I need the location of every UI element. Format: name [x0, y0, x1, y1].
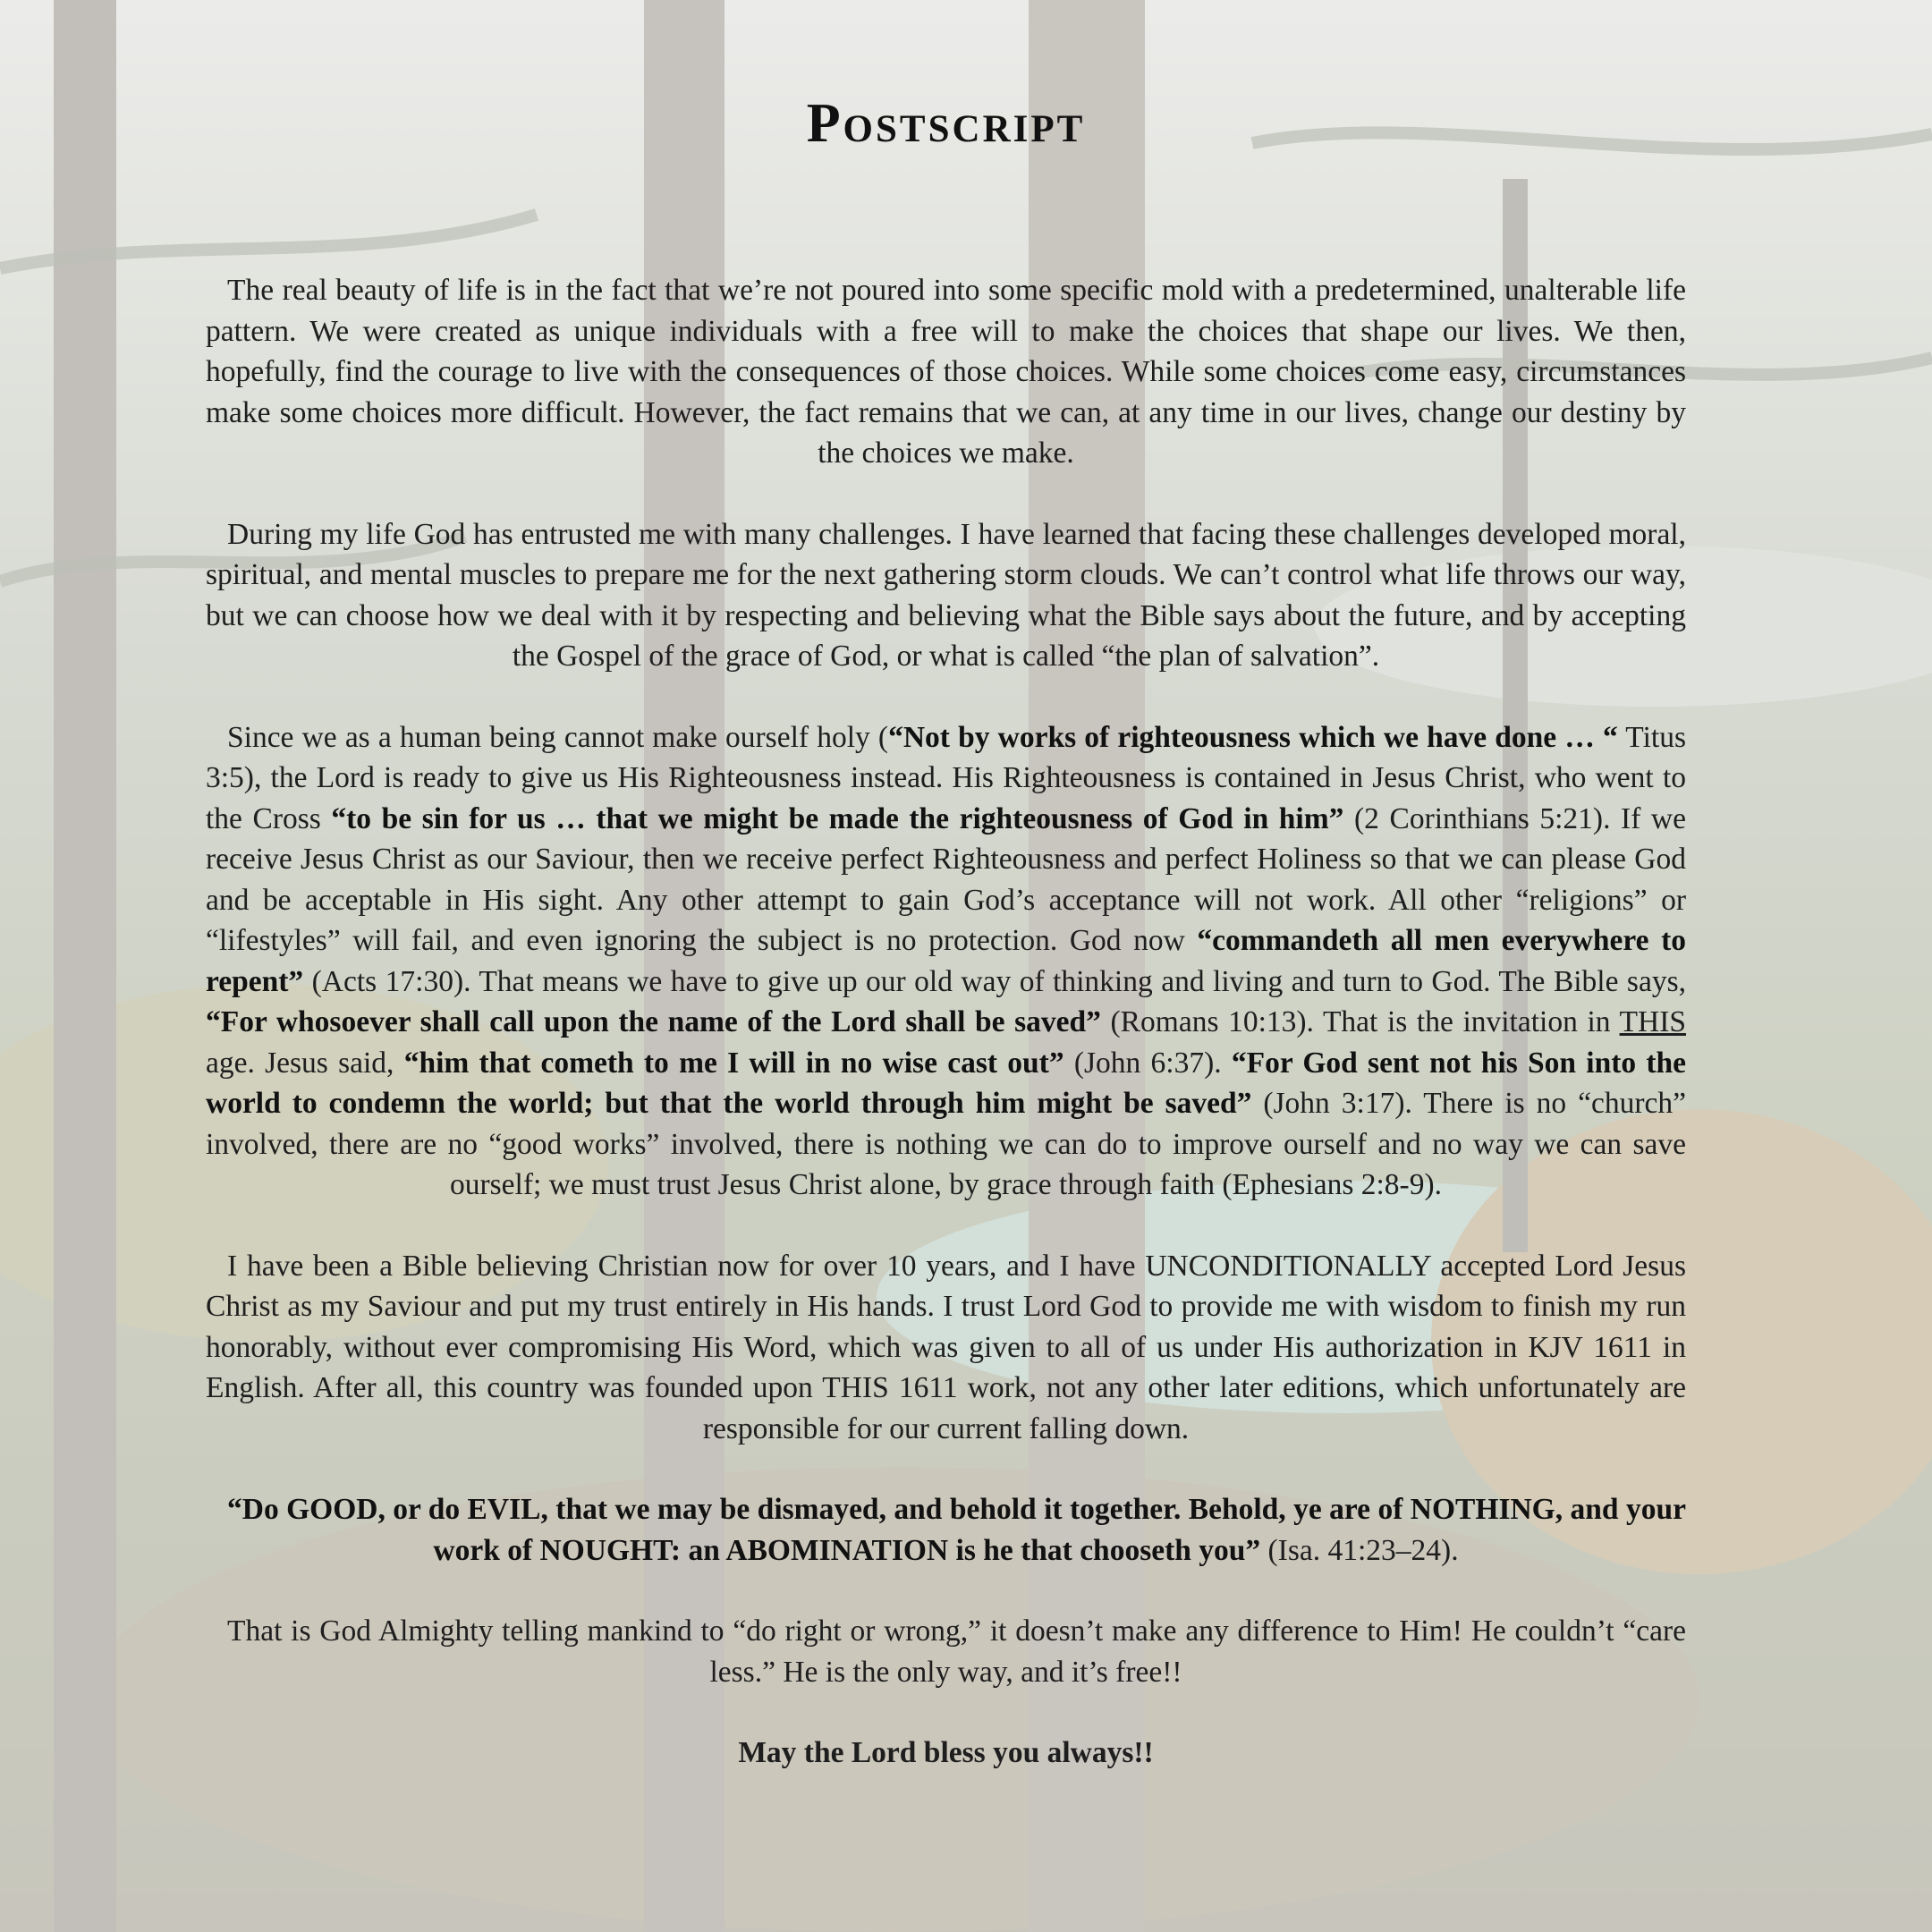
paragraph-text: Since we as a human being cannot make ourself holy (	[227, 720, 889, 754]
paragraph-text: Titus 3:5), the Lord is ready to give us His Righteousness instead. His Righteousness is contained in Jesus Christ, who went to the Cross	[206, 720, 1686, 835]
paragraph-text: (Isa. 41:23–24).	[1260, 1533, 1459, 1567]
scripture-quote: “commandeth all men everywhere to repent”	[206, 924, 1686, 998]
scripture-quote: “to be sin for us … that we might be made the righteousness of God in him”	[331, 801, 1344, 835]
paragraph-text: During my life God has entrusted me with many challenges. I have learned that facing these challenges developed moral, spiritual, and mental muscles to prepare me for the next gathering storm clouds. We can’t control what life throws our way, but we can choose how we deal with it by respecting and believing what the Bible says about the future, and by accepting the Gospel of the grace of God, or what is called “the plan of salvation”.	[206, 517, 1686, 673]
scripture-quote: “For God sent not his Son into the world to condemn the world; but that the world through him might be saved”	[206, 1046, 1687, 1120]
body-paragraph	[206, 270, 1686, 474]
body-paragraph	[206, 1489, 1686, 1571]
page-title: Postscript	[806, 93, 1086, 154]
closing-line: May the Lord bless you always!!	[738, 1736, 1154, 1769]
underlined-text: THIS	[1619, 1005, 1686, 1038]
paragraph-text: (2 Corinthians 5:21). If we receive Jesus Christ as our Saviour, then we receive perfect Righteousness and perfect Holiness so that we can please God and be acceptable in His sight. Any other attempt to gain God’s acceptance will not work. All other “religions” or “lifestyles” will fail, and even ignoring the subject is no protection. God now	[206, 801, 1686, 957]
body-paragraph	[206, 1246, 1686, 1450]
scripture-quote: “Not by works of righteousness which we have done … “	[888, 720, 1618, 754]
paragraph-text: (John 6:37).	[1063, 1046, 1232, 1080]
postscript-page	[206, 88, 1686, 1814]
paragraph-text: I have been a Bible believing Christian now for over 10 years, and I have UNCONDITIONALLY accepted Lord Jesus Christ as my Saviour and put my trust entirely in His hands. I trust Lord God to provide me with wisdom to finish my run honorably, without ever compromising His Word, which was given to all of us under His authorization in KJV 1611 in English. After all, this country was founded upon THIS 1611 work, not any other later editions, which unfortunately are responsible for our current falling down.	[206, 1249, 1686, 1445]
scripture-quote: “him that cometh to me I will in no wise cast out”	[403, 1046, 1064, 1080]
body-paragraph	[206, 514, 1686, 677]
body-paragraph	[206, 717, 1686, 1206]
paragraph-text: The real beauty of life is in the fact that we’re not poured into some specific mold with a predetermined, unalterable life pattern. We were created as unique individuals with a free will to make the choices that shape our lives. We then, hopefully, find the courage to live with the consequences of those choices. While some choices come easy, circumstances make some choices more difficult. However, the fact remains that we can, at any time in our lives, change our destiny by the choices we make.	[206, 274, 1686, 470]
body-paragraph	[206, 1611, 1686, 1692]
paragraph-text: age. Jesus said,	[206, 1046, 404, 1080]
paragraph-text: (Acts 17:30). That means we have to give up our old way of thinking and living and turn to God. The Bible says,	[303, 964, 1686, 998]
postscript-body	[206, 270, 1686, 1692]
paragraph-text: (John 3:17). There is no “church” involved, there are no “good works” involved, there is nothing we can do to improve ourself and no way we can save ourself; we must trust Jesus Christ alone, by grace through faith (Ephesians 2:8-9).	[206, 1087, 1686, 1201]
paragraph-text: (Romans 10:13). That is the invitation in	[1100, 1005, 1620, 1038]
scripture-quote: “For whosoever shall call upon the name of the Lord shall be saved”	[206, 1005, 1101, 1038]
scripture-quote: “Do GOOD, or do EVIL, that we may be dismayed, and behold it together. Behold, ye are of NOTHING, and your work of NOUGHT: an ABOMINATION is he that chooseth you”	[227, 1493, 1686, 1567]
paragraph-text: That is God Almighty telling mankind to “do right or wrong,” it doesn’t make any difference to Him! He couldn’t “care less.” He is the only way, and it’s free!!	[227, 1614, 1686, 1689]
